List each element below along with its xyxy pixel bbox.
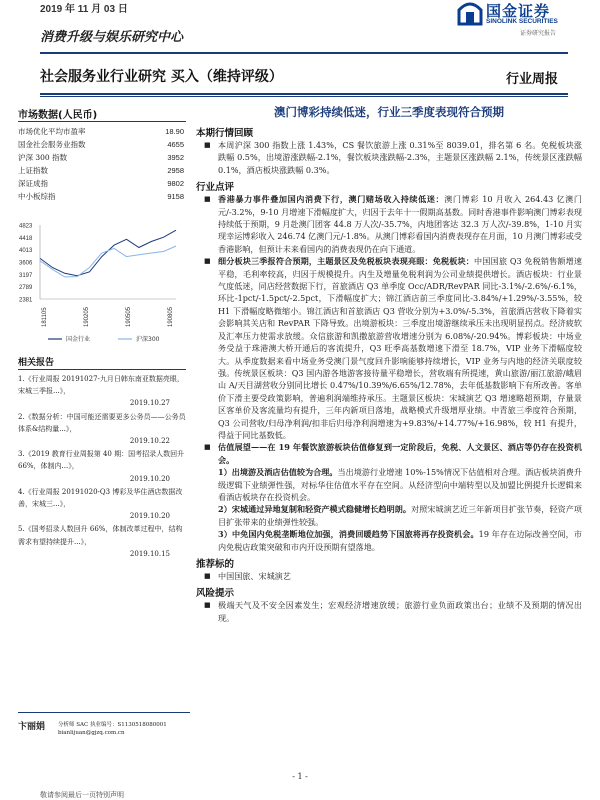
related-reports-list — [18, 373, 188, 560]
related-report-item[interactable]: 2.《数据分析：中国可能还需要更多公务员——公务员体系&结构量...》， 2019.10.22 — [18, 412, 186, 446]
y-tick-label: 3197 — [19, 272, 33, 279]
series-line — [40, 246, 176, 277]
analyst-name: 卞丽娟 — [18, 722, 46, 732]
paragraph: ■ 细分板块三季报符合预期，主题景区及免税板块表现亮眼：免税板块：中国国旅 Q3 免税销售额增速平稳，毛利率较高，归因于规模提升。内生及增量免税利润为公司业绩提供增长。酒店板块：行业景气度低迷，同店经营数据下行，首旅酒店 Q3 单季度 Occ/ADR/RevPAR 同比-3.1%/-2.6%/-6.1%，环比-1pct/-1.5pct/-2.5pct，下滑幅度扩大；锦江酒店前三季度同比-3.84%/+1.29%/-3.55%，较 H1 下滑幅度略微缩小。锦江酒店和首旅酒店 Q3 营收分别为+3.0%/-5.3%，首旅酒店营收下降着实会影响其关店和 RevPAR 下降导致。出境游板块：三季度出境游继续承压未出现明显拐点。经济疲软及汇率压力使需求放缓。众信旅游和凯撒旅游营收增速分别为 6.08%/-20.94%。博彩板块：中场业务受益于珠港澳大桥开通后的客流提升，Q3 旺季高基数增速下滑至 18.7%，VIP 业务下滑幅度较大。从季度数据来看中场业务受澳门景气度回升影响能够持续增长，VIP 业务与内地的经济关联度较强。传统景区板块：Q3 国内游各地游客接待量平稳增长，营收端有所提速，黄山旅游/丽江旅游/峨眉山 A/天目湖营收分别同比增长 0.47%/10.39%/6.65%/12.78%，去年低基数影响下有所改善。客单价下滑主要受政策影响，普遍利润端维持承压。主题景区板块：宋城演艺 Q3 增速略超预期，存量景区客单价及客流量均有提升，三年内新项目落地，战略模式升级增厚业绩。中青旅三季度符合预期，Q3 公司营收/归母净利润/扣非后归母净利润增速为+9.83%/+14.77%/+16.98%，较 H1 有提升，得益于同比基数低。 — [196, 255, 582, 441]
market-row: 沪深 300 指数 3952 — [18, 153, 184, 162]
section-heading: 风险提示 — [196, 588, 235, 600]
x-tick-label: 190805 — [168, 306, 174, 327]
index-line-chart — [18, 207, 188, 349]
main-content — [196, 104, 582, 624]
paragraph: 1）出境游及酒店估值较为合理。当出境游行业增速 10%-15%情况下估值相对合理。酒店板块消费升级逻辑下业绩弹性强，对标华住估值水平存在空间。从经济型向中端转型以及加盟比例提升长逻辑来看酒店板块存在投资机会。 — [218, 467, 582, 502]
x-tick-label: 190505 — [126, 306, 132, 327]
y-tick-label: 2381 — [19, 297, 33, 304]
related-report-item[interactable]: 5.《国考招录人数回升 66%，体制改革过程中，结构需求有望持续提升...》， 2019.10.15 — [18, 525, 183, 558]
divider — [40, 96, 568, 97]
market-row: 深证成指 9802 — [18, 179, 184, 188]
page-number: - 1 - — [292, 772, 308, 781]
analyst-email[interactable]: bianlijuan@gjzq.com.cn — [58, 730, 125, 736]
market-row: 市场优化平均市盈率 18.90 — [18, 127, 184, 136]
divider — [40, 52, 568, 54]
legend-label: 国金行业 — [66, 336, 91, 343]
report-title: 社会服务业行业研究 买入（维持评级） — [40, 69, 283, 85]
y-tick-label: 4823 — [19, 223, 33, 230]
chart-canvas — [18, 207, 188, 349]
y-tick-label: 3606 — [19, 260, 33, 267]
divider — [40, 93, 568, 95]
market-row: 中小板综指 9158 — [18, 192, 184, 201]
headline: 澳门博彩持续低迷，行业三季度表现符合预期 — [274, 105, 504, 119]
y-tick-label: 2789 — [19, 285, 33, 292]
paragraph: ■ 估值展望——在 19 年餐饮旅游板块估值修复到一定阶段后，免税、人文景区、酒店等仍存在投资机会。 — [196, 441, 582, 466]
section-heading: 行业点评 — [196, 182, 235, 194]
paragraph: ■ 本周沪深 300 指数上涨 1.43%，CS 餐饮旅游上涨 0.31%至 8039.01，排名第 6 名。免税板块涨跌幅 0.5%，出境游涨跌幅-2.1%，餐饮板块涨跌幅-2.3%，主题景区涨跌幅 2.1%，传统景区涨跌幅 0.1%，酒店板块涨跌幅 0.3%。 — [196, 139, 582, 176]
sinolink-logo-icon — [456, 0, 484, 26]
related-reports-title: 相关报告 — [18, 358, 55, 368]
logo-text-en: SINOLINK SECURITIES — [486, 18, 558, 25]
paragraph: ■ 极端天气及不安全因素发生；宏观经济增速放缓；旅游行业负面政策出台；业绩不及预期的情况出现。 — [196, 599, 582, 624]
y-tick-label: 4013 — [19, 248, 33, 255]
brand-logo — [456, 0, 574, 36]
report-date: 2019 年 11 月 03 日 — [40, 4, 128, 15]
analyst-info — [18, 712, 190, 736]
related-report-item[interactable]: 4.《行业周报 20191020-Q3 博彩及华住酒店数据改善，宋城三...》， 2019.10.20 — [18, 487, 183, 521]
divider — [18, 369, 186, 370]
paragraph: ■ 中国国旅、宋城演艺 — [196, 570, 582, 582]
paragraph: ■ 香港暴力事件叠加国内消费下行，澳门赌场收入持续低迷：澳门博彩 10 月收入 264.43 亿澳门元/-3.2%，9-10 月增速下滑幅度扩大，归因于去年十一假期高基数。同时香港事件影响澳门博彩表现持续低于预期，9 月赴澳门团客 44.8 万人次/-35.7%，内地团客达 32.3 万人次/-39.8%，1-10 月实现幸运博彩收入 246.74 亿澳门元/-1.8%。从澳门博彩看国内消费表现存在月面，10 月澳门博彩或受香港影响，但预计未来看国内的消费表现仍在向下通道。 — [196, 193, 582, 255]
legend-label: 沪深300 — [136, 336, 160, 343]
x-tick-label: 181105 — [42, 307, 48, 327]
research-center: 消费升级与娱乐研究中心 — [40, 30, 184, 45]
report-type: 行业周报 — [506, 72, 559, 87]
market-row: 上证指数 2958 — [18, 166, 184, 175]
footer-note: 敬请参阅最后一页特别声明 — [40, 791, 124, 799]
x-tick-label: 190205 — [84, 306, 90, 327]
section-heading: 本期行情回顾 — [196, 128, 254, 139]
related-report-item[interactable]: 3.《2019 教育行业周报第 40 期：国考招录人数回升 66%，体制内...》， 2019.10.20 — [18, 450, 185, 483]
y-tick-label: 4418 — [19, 235, 33, 242]
sidebar — [18, 106, 188, 561]
market-data-table — [18, 125, 188, 203]
logo-text-cn: 国金证券 — [486, 2, 551, 20]
market-data-title: 市场数据(人民币) — [18, 110, 98, 121]
analyst-cert: 分析师 SAC 执业编号：S1130518080001 — [58, 722, 167, 728]
section-heading: 推荐标的 — [196, 559, 235, 570]
paragraph: 3）中免国内免税垄断地位加强，消费回暖趋势下国旅将再存投资机会。19 年存在边际改善空间，市内免税店政策突破和市内开设预期有望落地。 — [218, 529, 582, 552]
divider — [18, 121, 186, 122]
market-row: 国金社会服务业指数 4655 — [18, 140, 184, 149]
related-report-item[interactable]: 1.《行业周报 20191027-九月日韩东南亚数据亮眼，宋城三季报...》， 2019.10.27 — [18, 375, 184, 408]
paragraph: 2）宋城通过异地复制和轻资产模式稳健增长趋明朗。对照宋城演艺近三年新项目扩张节奏，轻资产项目扩张带来的业绩弹性较强。 — [218, 504, 582, 527]
report-category: 证券研究报告 — [520, 30, 557, 37]
